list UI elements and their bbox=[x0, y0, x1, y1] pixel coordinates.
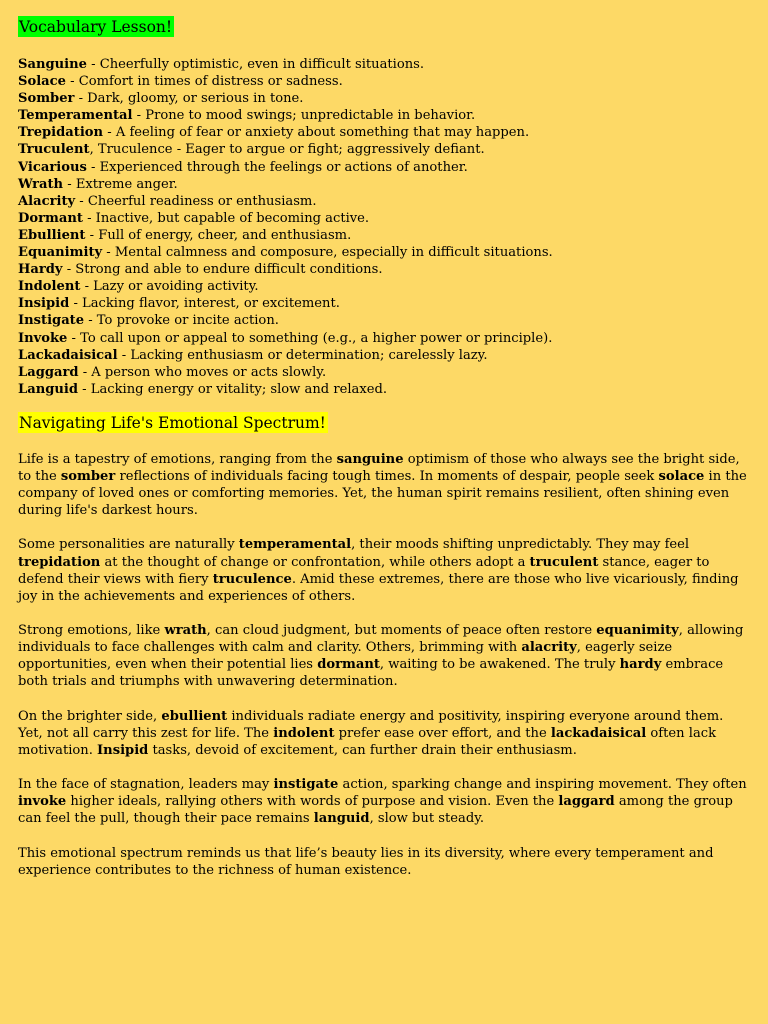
paragraph-text: embrace both trials and triumphs with unwavering determination. bbox=[18, 657, 724, 690]
vocab-definition: - Lazy or avoiding activity. bbox=[80, 279, 259, 295]
vocab-word-highlight: hardy bbox=[619, 657, 662, 673]
paragraph-text: This emotional spectrum reminds us that life’s beauty lies in its diversity, where every temperament and experience contributes to the richness of human existence. bbox=[18, 845, 714, 878]
vocab-item bbox=[18, 312, 750, 329]
vocab-term: Lackadaisical bbox=[18, 347, 118, 363]
vocab-item bbox=[18, 347, 750, 364]
vocab-definition: - Lacking energy or vitality; slow and relaxed. bbox=[78, 381, 388, 397]
vocab-definition: , Truculence - Eager to argue or fight; aggressively defiant. bbox=[89, 142, 485, 158]
vocab-definition: - Comfort in times of distress or sadness. bbox=[65, 74, 343, 90]
paragraph-text: , slow but steady. bbox=[369, 811, 485, 827]
paragraph-text: prefer ease over effort, and the bbox=[334, 725, 551, 741]
paragraph-text: stance, eager to defend their views with fiery bbox=[18, 554, 710, 587]
vocab-word-highlight: alacrity bbox=[521, 640, 577, 656]
vocab-word-highlight: lackadaisical bbox=[550, 725, 647, 741]
vocab-word-highlight: laggard bbox=[558, 794, 615, 810]
vocab-item bbox=[18, 244, 750, 261]
vocab-definition: - A person who moves or acts slowly. bbox=[78, 364, 327, 380]
vocab-word-highlight: Insipid bbox=[97, 742, 149, 758]
vocabulary-title: Vocabulary Lesson! bbox=[19, 18, 173, 36]
paragraph-text: Some personalities are naturally bbox=[18, 537, 239, 553]
vocab-item bbox=[18, 107, 750, 124]
vocab-word-highlight: equanimity bbox=[596, 623, 679, 638]
vocab-term: Temperamental bbox=[18, 108, 133, 124]
vocab-item bbox=[18, 159, 750, 176]
vocab-item bbox=[18, 90, 750, 107]
vocab-word-highlight: truculence bbox=[212, 571, 292, 587]
paragraph-text: higher ideals, rallying others with words of purpose and vision. Even the bbox=[66, 794, 559, 810]
vocab-item bbox=[18, 176, 750, 193]
story-paragraph bbox=[18, 451, 750, 519]
vocab-item bbox=[18, 73, 750, 90]
paragraph-text: In the face of stagnation, leaders may bbox=[18, 777, 274, 793]
vocab-item bbox=[18, 227, 750, 244]
paragraph-text: . Amid these extremes, there are those who live vicariously, finding joy in the achievements and experiences of others. bbox=[18, 571, 739, 604]
story-body bbox=[18, 451, 750, 879]
vocab-definition: - Mental calmness and composure, especially in difficult situations. bbox=[102, 245, 553, 261]
vocab-term: Wrath bbox=[18, 176, 64, 192]
vocab-word-highlight: languid bbox=[313, 811, 370, 827]
paragraph-text: optimism of those who always see the bright side, to the bbox=[18, 451, 740, 484]
vocab-term: Instigate bbox=[18, 313, 85, 329]
story-title: Navigating Life's Emotional Spectrum! bbox=[19, 413, 326, 432]
paragraph-text: Strong emotions, like bbox=[18, 623, 165, 638]
vocab-term: Laggard bbox=[18, 364, 79, 380]
paragraph-text: , their moods shifting unpredictably. They may feel bbox=[351, 537, 690, 553]
vocab-word-highlight: truculent bbox=[529, 554, 599, 570]
vocab-term: Indolent bbox=[18, 279, 81, 295]
vocab-item bbox=[18, 381, 750, 398]
vocab-word-highlight: indolent bbox=[273, 725, 335, 741]
vocab-definition: - Lacking flavor, interest, or excitement. bbox=[69, 296, 340, 312]
vocab-definition: - Strong and able to endure difficult conditions. bbox=[62, 262, 383, 278]
paragraph-text: action, sparking change and inspiring movement. They often bbox=[338, 777, 747, 793]
vocab-term: Trepidation bbox=[18, 125, 104, 141]
paragraph-text: tasks, devoid of excitement, can further drain their enthusiasm. bbox=[148, 742, 577, 758]
vocab-term: Alacrity bbox=[18, 193, 76, 209]
vocab-term: Ebullient bbox=[18, 227, 86, 243]
paragraph-text: , eagerly seize opportunities, even when their potential lies bbox=[18, 640, 673, 673]
vocab-item bbox=[18, 124, 750, 141]
story-paragraph bbox=[18, 776, 750, 827]
vocab-term: Truculent bbox=[18, 142, 90, 158]
vocab-item bbox=[18, 56, 750, 73]
vocabulary-list bbox=[18, 56, 750, 398]
vocab-definition: - Extreme anger. bbox=[63, 176, 178, 192]
vocab-word-highlight: sanguine bbox=[336, 451, 404, 467]
vocab-word-highlight: temperamental bbox=[238, 537, 352, 553]
story-paragraph bbox=[18, 536, 750, 604]
vocab-item bbox=[18, 330, 750, 347]
vocab-definition: - To provoke or incite action. bbox=[84, 313, 279, 329]
paragraph-text: individuals radiate energy and positivity, inspiring everyone around them. Yet, not all carry this zest for life. The bbox=[18, 708, 724, 741]
vocab-definition: - Dark, gloomy, or serious in tone. bbox=[74, 91, 304, 107]
story-paragraph bbox=[18, 622, 750, 690]
vocab-word-highlight: somber bbox=[60, 468, 116, 484]
vocab-definition: - To call upon or appeal to something (e.g., a higher power or principle). bbox=[67, 330, 553, 346]
paragraph-text: Life is a tapestry of emotions, ranging from the bbox=[18, 451, 337, 467]
paragraph-text: , allowing individuals to face challenges with calm and clarity. Others, brimming with bbox=[18, 623, 744, 656]
vocab-definition: - Inactive, but capable of becoming active. bbox=[82, 210, 370, 226]
story-paragraph bbox=[18, 845, 750, 879]
paragraph-text: among the group can feel the pull, though their pace remains bbox=[18, 794, 733, 827]
vocab-term: Dormant bbox=[18, 210, 83, 226]
paragraph-text: often lack motivation. bbox=[18, 725, 717, 758]
vocab-item bbox=[18, 278, 750, 295]
vocab-word-highlight: instigate bbox=[273, 777, 339, 793]
vocab-definition: - Lacking enthusiasm or determination; carelessly lazy. bbox=[117, 347, 488, 363]
vocab-item bbox=[18, 295, 750, 312]
paragraph-text: in the company of loved ones or comforting memories. Yet, the human spirit remains resilient, often shining even during life's darkest hours. bbox=[18, 468, 747, 519]
vocab-term: Languid bbox=[18, 381, 79, 397]
vocab-item bbox=[18, 364, 750, 381]
vocab-word-highlight: wrath bbox=[164, 623, 207, 638]
paragraph-text: reflections of individuals facing tough times. In moments of despair, people seek bbox=[115, 468, 659, 484]
vocab-definition: - A feeling of fear or anxiety about something that may happen. bbox=[103, 125, 530, 141]
paragraph-text: at the thought of change or confrontation, while others adopt a bbox=[100, 554, 530, 570]
vocab-item bbox=[18, 261, 750, 278]
vocab-term: Vicarious bbox=[18, 159, 87, 175]
vocab-definition: - Full of energy, cheer, and enthusiasm. bbox=[85, 227, 352, 243]
paragraph-text: On the brighter side, bbox=[18, 708, 162, 724]
vocab-term: Solace bbox=[18, 74, 66, 90]
vocab-word-highlight: dormant bbox=[317, 657, 380, 673]
story-paragraph bbox=[18, 708, 750, 759]
vocab-definition: - Prone to mood swings; unpredictable in behavior. bbox=[132, 108, 476, 124]
vocab-term: Hardy bbox=[18, 262, 63, 278]
vocab-definition: - Cheerful readiness or enthusiasm. bbox=[75, 193, 317, 209]
vocab-term: Sanguine bbox=[18, 57, 87, 72]
vocab-term: Invoke bbox=[18, 330, 68, 346]
vocab-term: Somber bbox=[18, 91, 75, 107]
vocab-word-highlight: invoke bbox=[18, 794, 67, 810]
vocab-word-highlight: trepidation bbox=[18, 554, 101, 570]
vocab-word-highlight: ebullient bbox=[161, 708, 228, 724]
vocab-definition: - Experienced through the feelings or actions of another. bbox=[86, 159, 468, 175]
vocab-term: Equanimity bbox=[18, 245, 103, 261]
vocab-item bbox=[18, 210, 750, 227]
paragraph-text: , waiting to be awakened. The truly bbox=[379, 657, 620, 673]
vocab-term: Insipid bbox=[18, 296, 70, 312]
vocab-item bbox=[18, 193, 750, 210]
vocab-item bbox=[18, 141, 750, 158]
vocab-word-highlight: solace bbox=[658, 468, 705, 484]
vocab-definition: - Cheerfully optimistic, even in difficult situations. bbox=[86, 57, 425, 72]
paragraph-text: , can cloud judgment, but moments of peace often restore bbox=[206, 623, 597, 638]
